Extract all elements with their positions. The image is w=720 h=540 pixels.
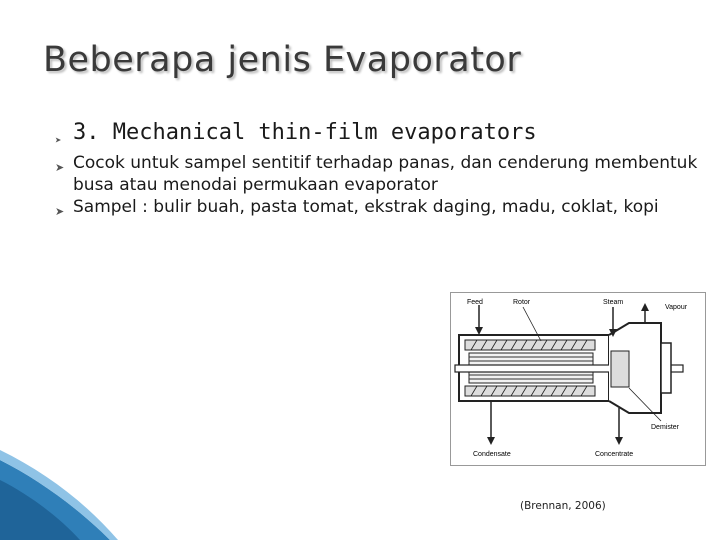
arrow-bullet-icon: ➤ [55,134,62,147]
corner-swoosh [0,440,120,540]
bullet-item [55,118,705,148]
label-demister: Demister [651,424,680,431]
evaporator-drawing [451,293,705,465]
label-rotor: Rotor [513,299,531,306]
bullet-list [55,118,705,218]
bullet-item [55,152,705,196]
label-concentrate: Concentrate [595,451,634,458]
figure-credit: (Brennan, 2006) [520,500,606,512]
concentrate-arrow [615,437,623,445]
demister-pad [611,351,629,387]
arrow-bullet-icon: ➤ [55,205,65,218]
flange [661,343,671,393]
label-vapour: Vapour [665,304,688,311]
bullet-text: Sampel : bulir buah, pasta tomat, ekstrak daging, madu, coklat, kopi [73,197,659,217]
label-feed: Feed [467,299,483,306]
vapour-arrow [641,303,649,311]
jacket-top [465,340,595,350]
evaporator-diagram [450,292,706,466]
label-condensate: Condensate [473,451,511,458]
jacket-bottom [465,386,595,396]
bullet-text: Cocok untuk sampel sentitif terhadap panas, dan cenderung membentuk busa atau menodai permukaan evaporator [73,153,698,195]
slide-title: Beberapa jenis Evaporator [43,40,522,80]
feed-arrow [475,327,483,335]
bullet-item [55,196,705,218]
arrow-bullet-icon: ➤ [55,161,65,174]
condensate-arrow [487,437,495,445]
bullet-text: 3. Mechanical thin-film evaporators [73,120,537,145]
label-steam: Steam [603,299,624,306]
